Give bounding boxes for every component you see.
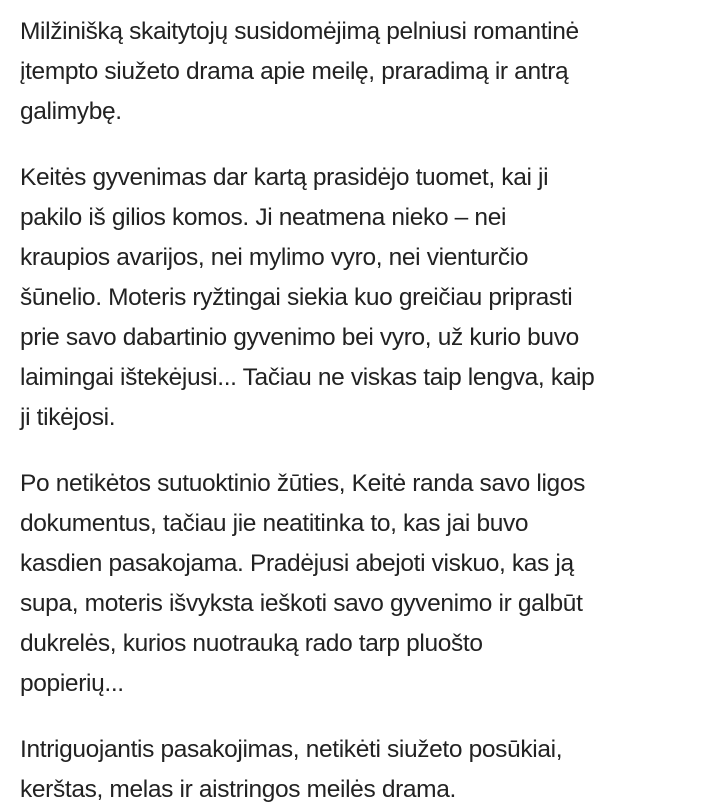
text-line: dokumentus, tačiau jie neatitinka to, kas jai buvo	[20, 510, 529, 537]
text-line: kraupios avarijos, nei mylimo vyro, nei vienturčio	[20, 244, 529, 271]
paragraph-plot-setup	[20, 158, 683, 438]
text-line: pakilo iš gilios komos. Ji neatmena nieko – nei	[20, 204, 507, 231]
text-line: kasdien pasakojama. Pradėjusi abejoti viskuo, kas ją	[20, 550, 574, 577]
text-line: kerštas, melas ir aistringos meilės drama.	[20, 776, 456, 803]
text-line: supa, moteris išvyksta ieškoti savo gyvenimo ir galbūt	[20, 590, 583, 617]
text-line: prie savo dabartinio gyvenimo bei vyro, už kurio buvo	[20, 324, 579, 351]
paragraph-summary	[20, 730, 683, 810]
text-line: Milžinišką skaitytojų susidomėjimą pelniusi romantinė	[20, 18, 579, 45]
text-line: laimingai ištekėjusi... Tačiau ne viskas taip lengva, kaip	[20, 364, 595, 391]
text-line: įtempto siužeto drama apie meilę, praradimą ir antrą	[20, 58, 569, 85]
text-line: popierių...	[20, 670, 124, 697]
paragraph-intro	[20, 12, 683, 132]
text-line: Keitės gyvenimas dar kartą prasidėjo tuomet, kai ji	[20, 164, 549, 191]
text-line: dukrelės, kurios nuotrauką rado tarp pluošto	[20, 630, 483, 657]
text-line: Po netikėtos sutuoktinio žūties, Keitė randa savo ligos	[20, 470, 586, 497]
text-line: ji tikėjosi.	[20, 404, 116, 431]
paragraph-plot-twist	[20, 464, 683, 704]
text-line: Intriguojantis pasakojimas, netikėti siužeto posūkiai,	[20, 736, 563, 763]
text-line: galimybę.	[20, 98, 122, 125]
text-line: šūnelio. Moteris ryžtingai siekia kuo greičiau priprasti	[20, 284, 573, 311]
